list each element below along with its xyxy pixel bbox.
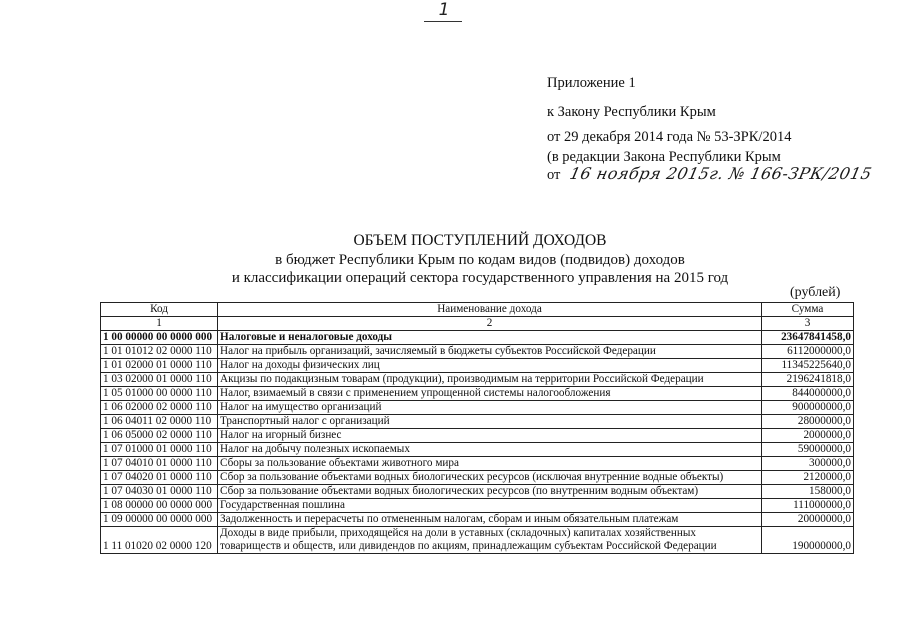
table-row	[101, 513, 854, 527]
revenue-table	[100, 302, 854, 554]
table-row	[101, 485, 854, 499]
document-subtitle-2: и классификации операций сектора государственного управления на 2015 год	[231, 270, 729, 286]
code-cell: 1 06 04011 02 0000 110	[101, 415, 218, 429]
code-cell: 1 06 02000 02 0000 110	[101, 401, 218, 415]
document-subtitle-1: в бюджет Республики Крым по кодам видов (подвидов) доходов	[275, 252, 685, 268]
name-cell: Налоговые и неналоговые доходы	[218, 331, 762, 345]
sum-cell: 23647841458,0	[762, 331, 854, 345]
sum-cell: 190000000,0	[762, 527, 854, 554]
code-cell: 1 09 00000 00 0000 000	[101, 513, 218, 527]
table-row	[101, 499, 854, 513]
code-cell: 1 01 02000 01 0000 110	[101, 359, 218, 373]
column-number-3: 3	[762, 317, 854, 331]
appendix-law-ref: к Закону Республики Крым	[547, 104, 716, 120]
table-row	[101, 527, 854, 554]
name-cell: Сбор за пользование объектами водных биологических ресурсов (исключая внутренние водные объекты)	[218, 471, 762, 485]
code-cell: 1 05 01000 00 0000 110	[101, 387, 218, 401]
units-label: (рублей)	[790, 285, 841, 300]
sum-cell: 300000,0	[762, 457, 854, 471]
code-cell: 1 07 04010 01 0000 110	[101, 457, 218, 471]
table-row	[101, 457, 854, 471]
name-cell: Задолженность и перерасчеты по отмененным налогам, сборам и иным обязательным платежам	[218, 513, 762, 527]
appendix-amendment: (в редакции Закона Республики Крым	[547, 149, 781, 165]
sum-cell: 900000000,0	[762, 401, 854, 415]
sum-cell: 6112000000,0	[762, 345, 854, 359]
header-code: Код	[101, 303, 218, 317]
code-cell: 1 01 01012 02 0000 110	[101, 345, 218, 359]
page-number: 1	[438, 0, 450, 20]
sum-cell: 2196241818,0	[762, 373, 854, 387]
name-cell: Сборы за пользование объектами животного мира	[218, 457, 762, 471]
document-title: ОБЪЕМ ПОСТУПЛЕНИЙ ДОХОДОВ	[353, 232, 607, 249]
sum-cell: 111000000,0	[762, 499, 854, 513]
handwritten-amendment-date: 16 ноября 2015г. № 166-ЗРК/2015	[567, 164, 874, 183]
name-cell: Налог на имущество организаций	[218, 401, 762, 415]
table-row	[101, 359, 854, 373]
sum-cell: 2000000,0	[762, 429, 854, 443]
code-cell: 1 08 00000 00 0000 000	[101, 499, 218, 513]
name-cell: Акцизы по подакцизным товарам (продукции), производимым на территории Российской Федерации	[218, 373, 762, 387]
sum-cell: 844000000,0	[762, 387, 854, 401]
code-cell: 1 06 05000 02 0000 110	[101, 429, 218, 443]
name-cell: Государственная пошлина	[218, 499, 762, 513]
sum-cell: 59000000,0	[762, 443, 854, 457]
sum-cell: 28000000,0	[762, 415, 854, 429]
column-number-2: 2	[218, 317, 762, 331]
name-cell: Налог на добычу полезных ископаемых	[218, 443, 762, 457]
name-cell: Транспортный налог с организаций	[218, 415, 762, 429]
name-cell: Сбор за пользование объектами водных биологических ресурсов (по внутренним водным объектам)	[218, 485, 762, 499]
code-cell: 1 07 04030 01 0000 110	[101, 485, 218, 499]
sum-cell: 158000,0	[762, 485, 854, 499]
table-row	[101, 471, 854, 485]
table-row	[101, 345, 854, 359]
code-cell: 1 07 01000 01 0000 110	[101, 443, 218, 457]
header-sum: Сумма	[762, 303, 854, 317]
appendix-amendment-prefix: от	[547, 167, 561, 183]
sum-cell: 11345225640,0	[762, 359, 854, 373]
name-cell: Налог на доходы физических лиц	[218, 359, 762, 373]
appendix-title: Приложение 1	[547, 75, 636, 91]
code-cell: 1 03 02000 01 0000 110	[101, 373, 218, 387]
name-cell: Налог на прибыль организаций, зачисляемый в бюджеты субъектов Российской Федерации	[218, 345, 762, 359]
code-cell: 1 07 04020 01 0000 110	[101, 471, 218, 485]
name-cell: Доходы в виде прибыли, приходящейся на доли в уставных (складочных) капиталах хозяйственных товариществ и обществ, или дивидендов по акциям, принадлежащим субъектам Российской Федерации	[218, 527, 762, 554]
header-name: Наименование дохода	[218, 303, 762, 317]
table-row	[101, 373, 854, 387]
table-row	[101, 401, 854, 415]
name-cell: Налог на игорный бизнес	[218, 429, 762, 443]
appendix-law-date: от 29 декабря 2014 года № 53-ЗРК/2014	[547, 129, 792, 145]
name-cell: Налог, взимаемый в связи с применением упрощенной системы налогообложения	[218, 387, 762, 401]
table-row	[101, 331, 854, 345]
sum-cell: 20000000,0	[762, 513, 854, 527]
code-cell: 1 00 00000 00 0000 000	[101, 331, 218, 345]
column-number-1: 1	[101, 317, 218, 331]
table-row	[101, 387, 854, 401]
table-row	[101, 429, 854, 443]
table-row	[101, 415, 854, 429]
page-number-underline	[424, 21, 462, 22]
code-cell: 1 11 01020 02 0000 120	[101, 527, 218, 554]
sum-cell: 2120000,0	[762, 471, 854, 485]
table-row	[101, 443, 854, 457]
